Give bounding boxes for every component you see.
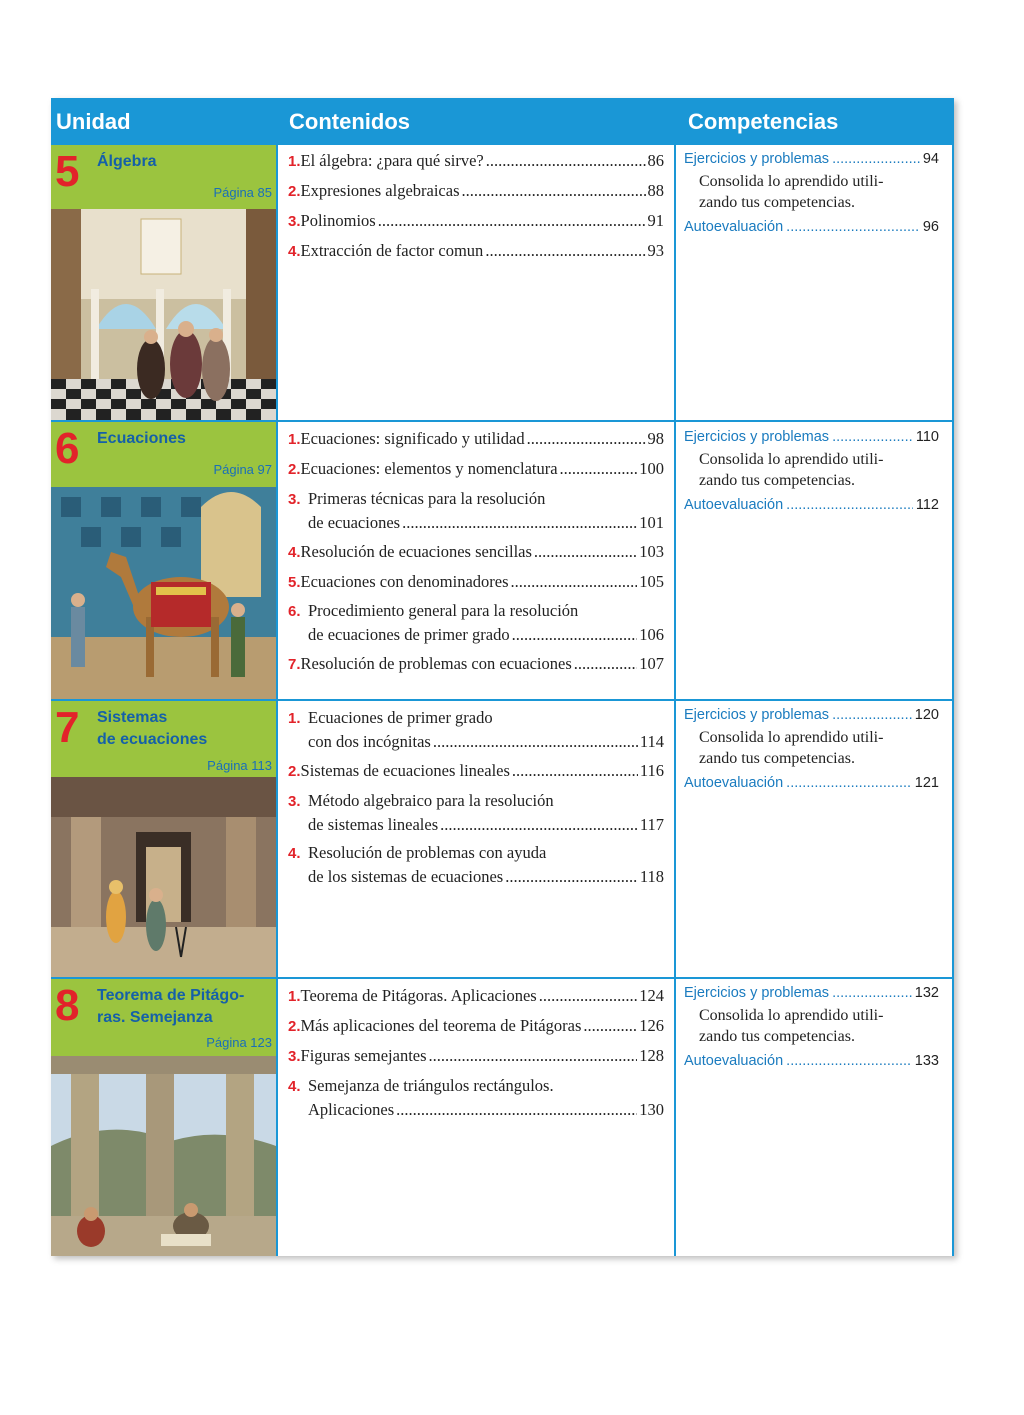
item-title: Procedimiento general para la resolución <box>308 601 579 620</box>
item-number: 3. <box>288 793 301 810</box>
item-page: 98 <box>647 429 664 448</box>
unit-title[interactable]: Sistemas de ecuaciones <box>97 709 208 748</box>
ejercicios-label: Ejercicios y problemas <box>684 429 830 445</box>
content-item[interactable] <box>288 706 664 753</box>
autoevaluacion-page: 96 <box>922 219 939 235</box>
item-page: 101 <box>639 513 664 532</box>
ejercicios-link[interactable] <box>684 985 939 1001</box>
item-number: 5. <box>288 574 301 591</box>
item-number: 1. <box>288 710 301 727</box>
content-item[interactable] <box>288 1044 664 1068</box>
content-item[interactable] <box>288 759 664 783</box>
item-number: 6. <box>288 603 301 620</box>
item-title: Ecuaciones: elementos y nomenclatura <box>300 459 558 478</box>
content-item[interactable] <box>288 179 664 203</box>
unit-number: 5 <box>55 147 80 196</box>
item-number: 1. <box>288 153 301 170</box>
content-item[interactable] <box>288 789 664 836</box>
item-title: de sistemas lineales <box>308 815 439 834</box>
ejercicios-label: Ejercicios y problemas <box>684 985 830 1001</box>
column-divider <box>276 98 278 1256</box>
item-title: Figuras semejantes <box>300 1046 427 1065</box>
content-item[interactable] <box>288 599 664 646</box>
table-of-contents <box>51 98 954 1256</box>
item-title: con dos incógnitas <box>308 732 431 751</box>
item-number: 2. <box>288 763 301 780</box>
palace-hall-illustration <box>51 209 276 420</box>
item-page: 130 <box>639 1100 664 1119</box>
autoevaluacion-link[interactable] <box>684 497 939 513</box>
autoevaluacion-label: Autoevaluación <box>684 775 784 791</box>
item-title: Ecuaciones: significado y utilidad <box>300 429 525 448</box>
item-page: 88 <box>647 181 664 200</box>
autoevaluacion-link[interactable] <box>684 1053 939 1069</box>
unit-page: Página 123 <box>206 1035 272 1050</box>
ejercicios-link[interactable] <box>684 429 939 445</box>
ejercicios-link[interactable] <box>684 707 939 723</box>
temple-interior-illustration <box>51 777 276 977</box>
item-page: 128 <box>639 1046 664 1065</box>
content-item[interactable] <box>288 540 664 564</box>
item-page: 106 <box>639 625 664 644</box>
item-title: Semejanza de triángulos rectángulos. <box>308 1076 554 1095</box>
item-page: 124 <box>639 986 664 1005</box>
unit-title[interactable]: Teorema de Pitágo- ras. Semejanza <box>97 987 245 1026</box>
unit-number: 8 <box>55 981 80 1030</box>
item-title: El álgebra: ¿para qué sirve? <box>300 151 484 170</box>
item-number: 4. <box>288 243 301 260</box>
autoevaluacion-label: Autoevaluación <box>684 497 784 513</box>
item-title: Resolución de problemas con ecuaciones <box>300 654 572 673</box>
item-number: 4. <box>288 1078 301 1095</box>
unit-6 <box>51 422 276 699</box>
item-title: Polinomios <box>300 211 376 230</box>
description-line: zando tus competencias. <box>699 472 855 489</box>
autoevaluacion-label: Autoevaluación <box>684 1053 784 1069</box>
item-number: 3. <box>288 213 301 230</box>
item-title: Primeras técnicas para la resolución <box>308 489 546 508</box>
unit-number: 6 <box>55 424 80 473</box>
item-number: 1. <box>288 988 301 1005</box>
item-title: Aplicaciones <box>308 1100 395 1119</box>
item-title: de ecuaciones <box>308 513 401 532</box>
item-number: 1. <box>288 431 301 448</box>
content-item[interactable] <box>288 1014 664 1038</box>
content-item[interactable] <box>288 149 664 173</box>
item-number: 2. <box>288 183 301 200</box>
autoevaluacion-link[interactable] <box>684 219 939 235</box>
content-item[interactable] <box>288 570 664 594</box>
autoevaluacion-label: Autoevaluación <box>684 219 784 235</box>
unit-8 <box>51 979 276 1256</box>
description-line: zando tus competencias. <box>699 1028 855 1045</box>
content-item[interactable] <box>288 427 664 451</box>
content-item[interactable] <box>288 984 664 1008</box>
header-unidad: Unidad <box>56 109 131 134</box>
description-line: zando tus competencias. <box>699 750 855 767</box>
item-page: 114 <box>639 732 664 751</box>
description-line: Consolida lo aprendido utili- <box>699 1007 884 1024</box>
unit-title[interactable]: Ecuaciones <box>97 430 186 447</box>
unit-title-band <box>51 422 276 487</box>
item-title: Más aplicaciones del teorema de Pitágoras <box>300 1016 582 1035</box>
competencias-description <box>699 449 929 491</box>
item-title: Extracción de factor comun <box>300 241 484 260</box>
competencias-description <box>699 727 929 769</box>
content-item[interactable] <box>288 209 664 233</box>
unit-number: 7 <box>55 703 80 752</box>
unit-5 <box>51 145 276 420</box>
content-item[interactable] <box>288 457 664 481</box>
item-number: 3. <box>288 491 301 508</box>
item-number: 2. <box>288 1018 301 1035</box>
item-title: Expresiones algebraicas <box>300 181 460 200</box>
item-page: 86 <box>647 151 664 170</box>
item-title: Sistemas de ecuaciones lineales <box>300 761 510 780</box>
unit-page: Página 85 <box>213 185 272 200</box>
unit-title-band <box>51 701 276 777</box>
item-page: 107 <box>639 654 664 673</box>
ejercicios-page: 120 <box>914 707 939 723</box>
item-page: 116 <box>639 761 664 780</box>
item-page: 118 <box>639 867 664 886</box>
table-header <box>51 98 954 145</box>
content-item[interactable] <box>288 652 664 676</box>
autoevaluacion-link[interactable] <box>684 775 939 791</box>
greek-columns-illustration <box>51 1056 276 1256</box>
item-number: 7. <box>288 656 301 673</box>
item-title: de los sistemas de ecuaciones <box>308 867 504 886</box>
content-item[interactable] <box>288 841 664 888</box>
ejercicios-page: 110 <box>915 429 939 445</box>
unit-title-band <box>51 979 276 1056</box>
autoevaluacion-page: 121 <box>914 775 939 791</box>
item-page: 105 <box>639 572 664 591</box>
unit-page: Página 113 <box>207 758 272 773</box>
item-page: 117 <box>639 815 664 834</box>
ejercicios-label: Ejercicios y problemas <box>684 707 830 723</box>
autoevaluacion-page: 133 <box>914 1053 939 1069</box>
item-page: 91 <box>647 211 664 230</box>
item-title: Método algebraico para la resolución <box>308 791 554 810</box>
header-contenidos: Contenidos <box>289 109 410 134</box>
item-title: Teorema de Pitágoras. Aplicaciones <box>300 986 537 1005</box>
autoevaluacion-page: 112 <box>915 497 939 513</box>
item-title: Resolución de problemas con ayuda <box>308 843 547 862</box>
unit-title-band <box>51 145 276 209</box>
camel-tiles-illustration <box>51 487 276 699</box>
ejercicios-label: Ejercicios y problemas <box>684 151 830 167</box>
item-number: 3. <box>288 1048 301 1065</box>
header-competencias: Competencias <box>688 109 839 134</box>
description-line: Consolida lo aprendido utili- <box>699 173 884 190</box>
item-page: 93 <box>647 241 664 260</box>
competencias-description <box>699 1005 929 1047</box>
item-number: 4. <box>288 845 301 862</box>
unit-page: Página 97 <box>213 462 272 477</box>
ejercicios-page: 94 <box>922 151 939 167</box>
unit-7 <box>51 701 276 977</box>
description-line: zando tus competencias. <box>699 194 855 211</box>
unit-title[interactable]: Álgebra <box>97 153 157 170</box>
column-divider <box>952 98 954 1256</box>
description-line: Consolida lo aprendido utili- <box>699 451 884 468</box>
item-number: 2. <box>288 461 301 478</box>
content-item[interactable] <box>288 1074 664 1121</box>
column-divider <box>674 98 676 1256</box>
item-title: Resolución de ecuaciones sencillas <box>300 542 532 561</box>
ejercicios-page: 132 <box>914 985 939 1001</box>
item-title: Ecuaciones con denominadores <box>300 572 509 591</box>
competencias-description <box>699 171 929 213</box>
content-item[interactable] <box>288 487 664 534</box>
ejercicios-link[interactable] <box>684 151 939 167</box>
item-number: 4. <box>288 544 301 561</box>
description-line: Consolida lo aprendido utili- <box>699 729 884 746</box>
item-title: de ecuaciones de primer grado <box>308 625 510 644</box>
item-page: 100 <box>639 459 664 478</box>
content-item[interactable] <box>288 239 664 263</box>
item-page: 103 <box>639 542 664 561</box>
item-page: 126 <box>639 1016 664 1035</box>
item-title: Ecuaciones de primer grado <box>308 708 493 727</box>
